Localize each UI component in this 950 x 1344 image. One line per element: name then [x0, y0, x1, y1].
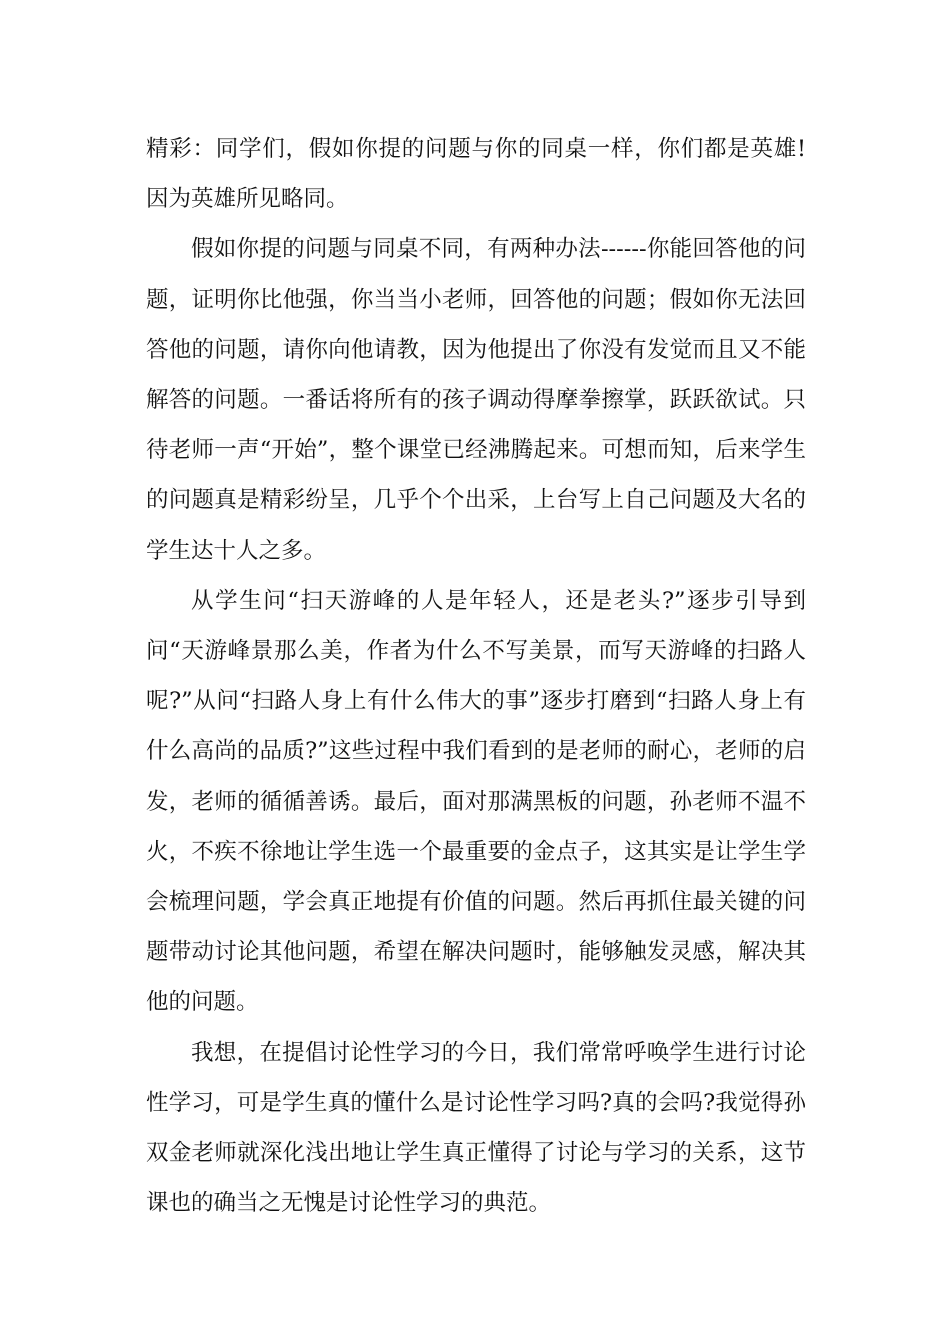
paragraph-continuation: 精彩：同学们，假如你提的问题与你的同桌一样，你们都是英雄!因为英雄所见略同。: [146, 136, 806, 213]
document-body: [146, 124, 806, 1228]
paragraph-guidance-process: 从学生问“扫天游峰的人是年轻人，还是老头?”逐步引导到问“天游峰景那么美，作者为什么不写美景，而写天游峰的扫路人呢?”从问“扫路人身上有什么伟大的事”逐步打磨到“扫路人身上有什么高尚的品质?”这些过程中我们看到的是老师的耐心，老师的启发，老师的循循善诱。最后，面对那满黑板的问题，孙老师不温不火，不疾不徐地让学生选一个最重要的金点子，这其实是让学生学会梳理问题，学会真正地提有价值的问题。然后再抓住最关键的问题带动讨论其他问题，希望在解决问题时，能够触发灵感，解决其他的问题。: [146, 587, 806, 1016]
paragraph-conclusion: 我想，在提倡讨论性学习的今日，我们常常呼唤学生进行讨论性学习，可是学生真的懂什么是讨论性学习吗?真的会吗?我觉得孙双金老师就深化浅出地让学生真正懂得了讨论与学习的关系，这节课也的确当之无愧是讨论性学习的典范。: [146, 1039, 806, 1217]
paragraph-two-methods: 假如你提的问题与同桌不同，有两种办法------你能回答他的问题，证明你比他强，你当当小老师，回答他的问题；假如你无法回答他的问题，请你向他请教，因为他提出了你没有发觉而且又不能解答的问题。一番话将所有的孩子调动得摩拳擦掌，跃跃欲试。只待老师一声“开始”，整个课堂已经沸腾起来。可想而知，后来学生的问题真是精彩纷呈，几乎个个出采，上台写上自己问题及大名的学生达十人之多。: [146, 236, 806, 564]
